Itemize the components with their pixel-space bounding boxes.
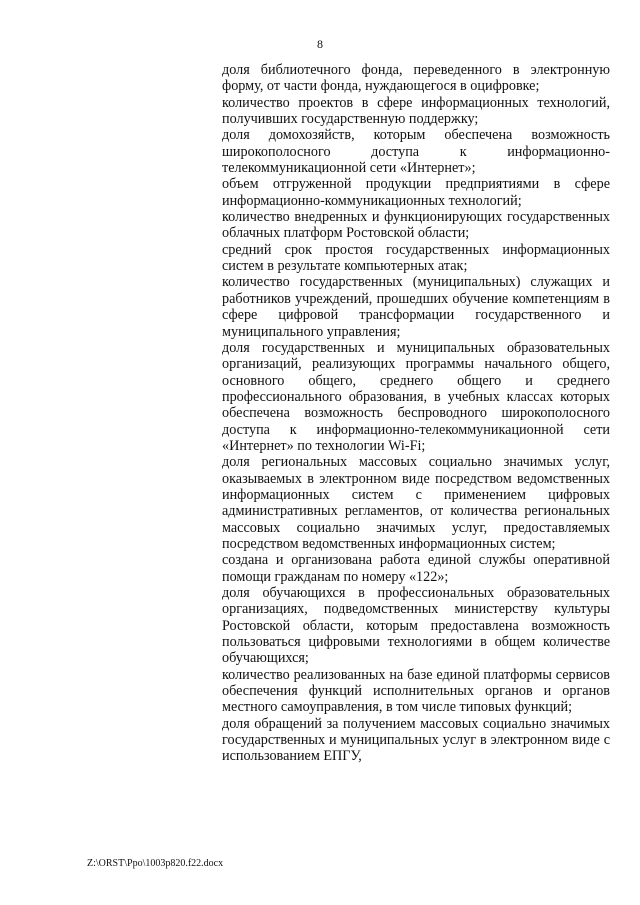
document-body [222, 62, 610, 765]
list-item: доля государственных и муниципальных образовательных организаций, реализующих программы начального общего, основного общего, среднего общего и среднего профессионального образования, в учебных классах которых обеспечена возможность беспроводного широкополосного доступа к информационно-телекоммуникационной сети «Интернет» по технологии Wi-Fi; [222, 339, 610, 454]
list-item: количество внедренных и функционирующих государственных облачных платформ Ростовской области; [222, 209, 610, 242]
list-item: средний срок простоя государственных информационных систем в результате компьютерных атак; [222, 241, 610, 275]
list-item: доля обучающихся в профессиональных образовательных организациях, подведомственных министерству культуры Ростовской области, которым предоставлена возможность пользоваться цифровыми технологиями в общем количестве обучающихся; [222, 585, 610, 667]
page-number: 8 [317, 37, 323, 51]
list-item: количество государственных (муниципальных) служащих и работников учреждений, прошедших обучение компетенциям в сфере цифровой трансформации государственного и муниципального управления; [222, 274, 610, 340]
list-item: объем отгруженной продукции предприятиями в сфере информационно-коммуникационных технологий; [222, 176, 610, 209]
list-item: доля библиотечного фонда, переведенного в электронную форму, от части фонда, нуждающегося в оцифровке; [222, 62, 610, 95]
list-item: доля обращений за получением массовых социально значимых государственных и муниципальных услуг в электронном виде с использованием ЕПГУ, [222, 715, 610, 765]
list-item: количество проектов в сфере информационных технологий, получивших государственную поддержку; [222, 94, 610, 128]
list-item: количество реализованных на базе единой платформы сервисов обеспечения функций исполнительных органов и органов местного самоуправления, в том числе типовых функций; [222, 666, 610, 716]
list-item: создана и организована работа единой службы оперативной помощи гражданам по номеру «122»; [222, 552, 610, 585]
list-item: доля региональных массовых социально значимых услуг, оказываемых в электронном виде посредством ведомственных информационных систем с применением цифровых административных регламентов, от количества региональных массовых социально значимых услуг, предоставляемых посредством ведомственных информационных систем; [222, 454, 610, 552]
footer-file-path: Z:\ORST\Ppo\1003p820.f22.docx [87, 858, 224, 869]
list-item: доля домохозяйств, которым обеспечена возможность широкополосного доступа к информационно-телекоммуникационной сети «Интернет»; [222, 127, 610, 177]
